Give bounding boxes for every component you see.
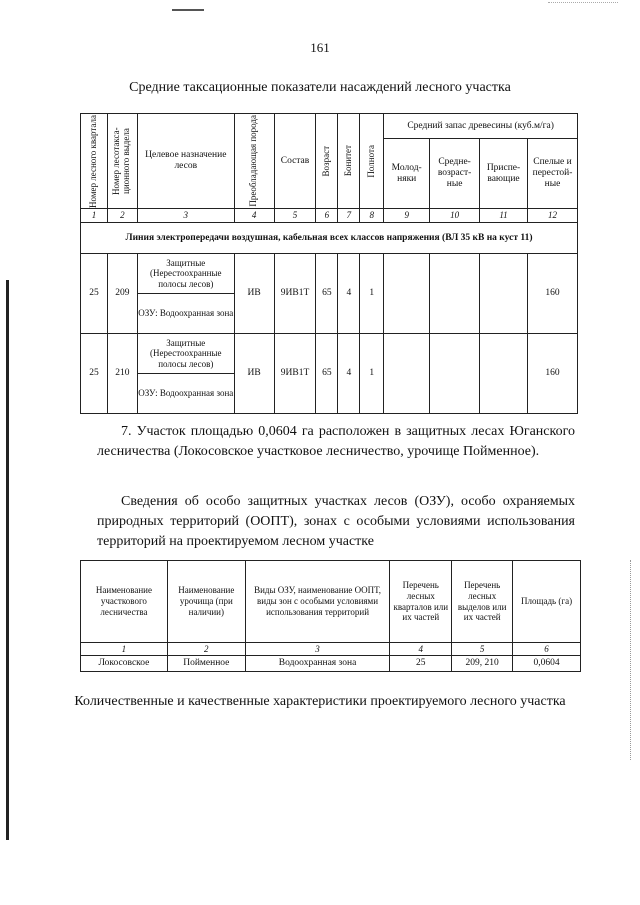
header-stock: Средний запас древесины (куб.м/га) bbox=[384, 114, 578, 139]
header-young: Молод-няки bbox=[384, 139, 430, 209]
header-tract: Наименование урочища (при наличии) bbox=[167, 561, 245, 643]
purpose-ozu: ОЗУ: Водоохранная зона bbox=[137, 294, 234, 334]
ozu-intro: Сведения об особо защитных участках лесов (ОЗУ), особо охраняемых природных территорий (ООПТ), зонах с особыми условиями использования территорий на проектируемом лесном участке bbox=[97, 494, 575, 549]
header-vydels: Перечень лесных выделов или их частей bbox=[452, 561, 513, 643]
scan-margin-bar bbox=[6, 280, 9, 840]
scan-mark-dots bbox=[548, 2, 618, 4]
header-kvartal: Номер лесного квартала bbox=[81, 114, 108, 209]
header-vydel: Номер лесотакса-ционного выдела bbox=[107, 114, 137, 209]
column-index-row: 1 2 3 4 5 6 bbox=[81, 643, 581, 656]
page-number: 161 bbox=[310, 40, 330, 55]
table-row: 25 210 Защитные (Нерестоохранные полосы лесов) ИВ 9ИВ1Т 65 4 1 160 bbox=[81, 334, 578, 374]
header-species: Преобладающая порода bbox=[234, 114, 274, 209]
stand-indicators-table bbox=[80, 113, 578, 414]
scan-margin-dots bbox=[630, 560, 632, 760]
header-ozu: Виды ОЗУ, наименование ООПТ, виды зон с особыми условиями использования территорий bbox=[245, 561, 390, 643]
header-middle: Средне-возраст-ные bbox=[430, 139, 480, 209]
characteristics-title: Количественные и качественные характеристики проектируемого лесного участка bbox=[74, 694, 566, 709]
table-row: 25 209 Защитные (Нерестоохранные полосы лесов) ИВ 9ИВ1Т 65 4 1 160 bbox=[81, 254, 578, 294]
ozu-table bbox=[80, 560, 581, 672]
header-age: Возраст bbox=[316, 114, 338, 209]
header-density: Полнота bbox=[360, 114, 384, 209]
header-kvartals: Перечень лесных кварталов или их частей bbox=[390, 561, 452, 643]
column-index-row: 1 2 3 4 5 6 7 8 9 10 11 12 bbox=[81, 209, 578, 223]
header-composition: Состав bbox=[274, 114, 316, 209]
section-row bbox=[81, 223, 578, 254]
paragraph-7: 7. Участок площадью 0,0604 га расположен в защитных лесах Юганского лесничества (Локосовское участковое лесничество, урочище Пойменное). bbox=[97, 424, 575, 459]
table-row: Локосовское Пойменное Водоохранная зона 25 209, 210 0,0604 bbox=[81, 656, 581, 672]
header-area: Площадь (га) bbox=[513, 561, 581, 643]
purpose-protective: Защитные (Нерестоохранные полосы лесов) bbox=[137, 254, 234, 294]
stand-indicators-title: Средние таксационные показатели насаждений лесного участка bbox=[129, 80, 511, 95]
scan-mark bbox=[172, 9, 204, 11]
header-mature: Спелые и перестой-ные bbox=[527, 139, 577, 209]
header-bonitet: Бонитет bbox=[338, 114, 360, 209]
purpose-protective: Защитные (Нерестоохранные полосы лесов) bbox=[137, 334, 234, 374]
section-title: Линия электропередачи воздушная, кабельная всех классов напряжения (ВЛ 35 кВ на куст 11) bbox=[81, 223, 578, 254]
header-purpose: Целевое назначение лесов bbox=[137, 114, 234, 209]
purpose-ozu: ОЗУ: Водоохранная зона bbox=[137, 374, 234, 414]
header-forestry: Наименование участкового лесничества bbox=[81, 561, 168, 643]
header-maturing: Приспе-вающие bbox=[480, 139, 528, 209]
